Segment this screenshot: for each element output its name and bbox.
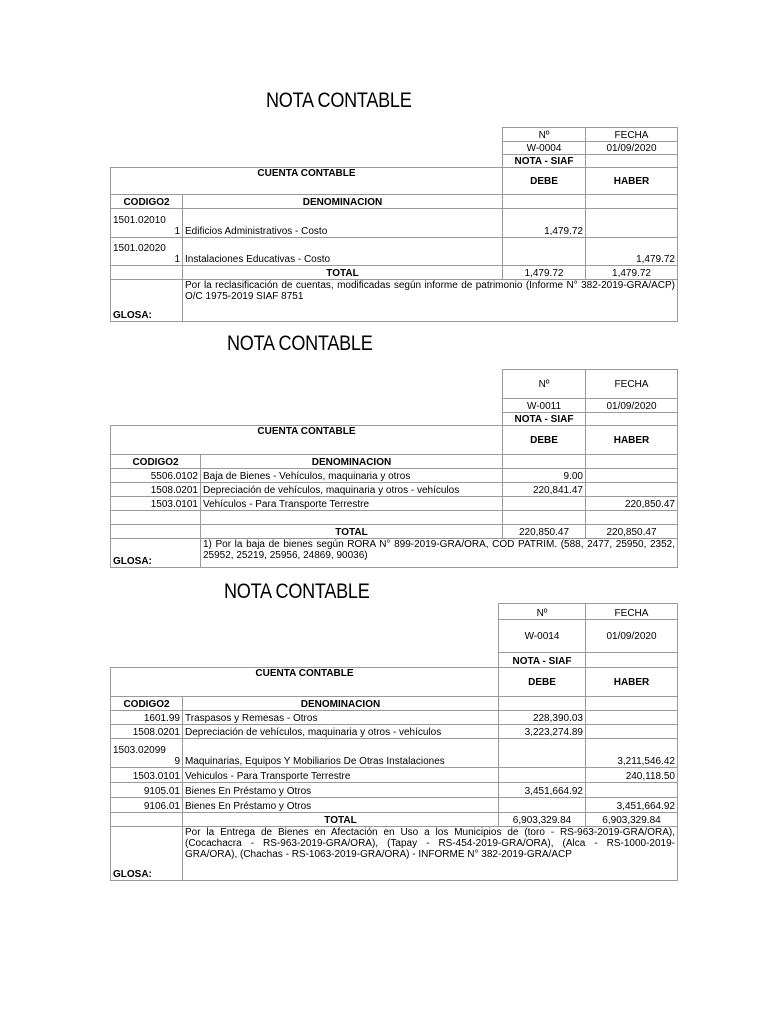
note-3-table bbox=[110, 603, 678, 881]
codigo-cell: 1501.02020 1 bbox=[111, 238, 183, 266]
debe-cell bbox=[499, 798, 586, 813]
debe-cell: 3,223,274.89 bbox=[499, 725, 586, 739]
cuenta-contable-header: CUENTA CONTABLE bbox=[111, 168, 503, 195]
codigo-cell: 9105.01 bbox=[111, 783, 183, 798]
total-debe: 220,850.47 bbox=[503, 525, 586, 539]
total-debe: 6,903,329.84 bbox=[499, 813, 586, 827]
denominacion-cell: Bienes En Préstamo y Otros bbox=[183, 798, 499, 813]
debe-cell: 220,841.47 bbox=[503, 483, 586, 497]
haber-cell: 3,451,664.92 bbox=[586, 798, 678, 813]
denominacion-cell: Instalaciones Educativas - Costo bbox=[183, 238, 503, 266]
haber-header: HABER bbox=[586, 426, 678, 455]
codigo-header: CODIGO2 bbox=[111, 455, 201, 469]
codigo-cell: 1503.0101 bbox=[111, 497, 201, 511]
table-row bbox=[111, 725, 678, 739]
nota-number: W-0004 bbox=[503, 142, 586, 155]
codigo-cell: 1503.0101 bbox=[111, 768, 183, 783]
haber-header: HABER bbox=[586, 668, 678, 697]
debe-header: DEBE bbox=[503, 168, 586, 195]
total-haber: 220,850.47 bbox=[586, 525, 678, 539]
note-2-title: NOTA CONTABLE bbox=[227, 332, 373, 355]
debe-cell bbox=[503, 238, 586, 266]
table-row bbox=[111, 497, 678, 511]
denominacion-cell: Traspasos y Remesas - Otros bbox=[183, 711, 499, 725]
cuenta-contable-header: CUENTA CONTABLE bbox=[111, 426, 503, 455]
haber-cell bbox=[586, 783, 678, 798]
table-row bbox=[111, 483, 678, 497]
n-label: Nº bbox=[503, 370, 586, 399]
total-haber: 1,479.72 bbox=[586, 266, 678, 280]
note-1-table bbox=[110, 127, 678, 322]
codigo-cell: 9106.01 bbox=[111, 798, 183, 813]
codigo-header: CODIGO2 bbox=[111, 697, 183, 711]
table-row bbox=[111, 238, 678, 266]
glosa-text: 1) Por la baja de bienes según RORA N° 899-2019-GRA/ORA, COD PATRIM. (588, 2477, 25950, 2352, 25952, 25219, 25956, 24869, 90036) bbox=[201, 539, 678, 568]
haber-header: HABER bbox=[586, 168, 678, 195]
haber-cell bbox=[586, 711, 678, 725]
haber-cell bbox=[586, 483, 678, 497]
haber-cell: 220,850.47 bbox=[586, 497, 678, 511]
glosa-label: GLOSA: bbox=[111, 280, 183, 322]
table-row bbox=[111, 798, 678, 813]
haber-cell bbox=[586, 469, 678, 483]
siaf-label: NOTA - SIAF bbox=[503, 155, 586, 168]
nota-date: 01/09/2020 bbox=[586, 620, 678, 653]
total-label: TOTAL bbox=[183, 813, 499, 827]
denominacion-cell: Depreciación de vehículos, maquinaria y otros - vehículos bbox=[201, 483, 503, 497]
note-3-title: NOTA CONTABLE bbox=[224, 580, 370, 603]
nota-date: 01/09/2020 bbox=[586, 399, 678, 413]
codigo-header: CODIGO2 bbox=[111, 195, 183, 209]
denominacion-cell: Depreciación de vehículos, maquinaria y otros - vehículos bbox=[183, 725, 499, 739]
table-row bbox=[111, 711, 678, 725]
haber-cell bbox=[586, 725, 678, 739]
note-2-table bbox=[110, 369, 678, 568]
denominacion-cell: Maquinarias, Equipos Y Mobiliarios De Otras Instalaciones bbox=[183, 739, 499, 768]
n-label: Nº bbox=[499, 604, 586, 620]
denominacion-header: DENOMINACION bbox=[183, 195, 503, 209]
codigo-cell: 1501.02010 1 bbox=[111, 209, 183, 238]
debe-cell bbox=[499, 739, 586, 768]
denominacion-header: DENOMINACION bbox=[201, 455, 503, 469]
table-row bbox=[111, 768, 678, 783]
codigo-cell: 5506.0102 bbox=[111, 469, 201, 483]
total-debe: 1,479.72 bbox=[503, 266, 586, 280]
total-label: TOTAL bbox=[201, 525, 503, 539]
glosa-label: GLOSA: bbox=[111, 539, 201, 568]
total-label: TOTAL bbox=[183, 266, 503, 280]
table-row bbox=[111, 783, 678, 798]
codigo-cell: 1601.99 bbox=[111, 711, 183, 725]
haber-cell: 1,479.72 bbox=[586, 238, 678, 266]
denominacion-cell: Bienes En Préstamo y Otros bbox=[183, 783, 499, 798]
haber-cell: 3,211,546.42 bbox=[586, 739, 678, 768]
glosa-label: GLOSA: bbox=[111, 827, 183, 881]
nota-date: 01/09/2020 bbox=[586, 142, 678, 155]
codigo-cell: 1508.0201 bbox=[111, 483, 201, 497]
debe-cell: 9.00 bbox=[503, 469, 586, 483]
table-row bbox=[111, 739, 678, 768]
denominacion-cell: Vehículos - Para Transporte Terrestre bbox=[201, 497, 503, 511]
cuenta-contable-header: CUENTA CONTABLE bbox=[111, 668, 499, 697]
debe-cell: 3,451,664.92 bbox=[499, 783, 586, 798]
glosa-text: Por la reclasificación de cuentas, modificadas según informe de patrimonio (Informe N° 382-2019-GRA/ACP) O/C 1975-2019 SIAF 8751 bbox=[183, 280, 678, 322]
codigo-cell: 1508.0201 bbox=[111, 725, 183, 739]
fecha-label: FECHA bbox=[586, 128, 678, 142]
debe-cell: 1,479.72 bbox=[503, 209, 586, 238]
debe-header: DEBE bbox=[499, 668, 586, 697]
debe-cell: 228,390.03 bbox=[499, 711, 586, 725]
haber-cell: 240,118.50 bbox=[586, 768, 678, 783]
denominacion-cell: Edificios Administrativos - Costo bbox=[183, 209, 503, 238]
codigo-cell: 1503.02099 9 bbox=[111, 739, 183, 768]
debe-cell bbox=[503, 497, 586, 511]
denominacion-cell: Vehiculos - Para Transporte Terrestre bbox=[183, 768, 499, 783]
fecha-label: FECHA bbox=[586, 370, 678, 399]
n-label: Nº bbox=[503, 128, 586, 142]
nota-number: W-0011 bbox=[503, 399, 586, 413]
denominacion-cell: Baja de Bienes - Vehículos, maquinaria y otros bbox=[201, 469, 503, 483]
debe-cell bbox=[499, 768, 586, 783]
siaf-label: NOTA - SIAF bbox=[503, 413, 586, 426]
denominacion-header: DENOMINACION bbox=[183, 697, 499, 711]
note-1-title: NOTA CONTABLE bbox=[266, 89, 412, 112]
siaf-label: NOTA - SIAF bbox=[499, 653, 586, 668]
table-row bbox=[111, 469, 678, 483]
debe-header: DEBE bbox=[503, 426, 586, 455]
total-haber: 6,903,329.84 bbox=[586, 813, 678, 827]
table-row bbox=[111, 209, 678, 238]
haber-cell bbox=[586, 209, 678, 238]
nota-number: W-0014 bbox=[499, 620, 586, 653]
fecha-label: FECHA bbox=[586, 604, 678, 620]
glosa-text: Por la Entrega de Bienes en Afectación en Uso a los Municipios de (toro - RS-963-2019-GRA/ORA), (Cocachacra - RS-963-2019-GRA/ORA), (Tapay - RS-454-2019-GRA/ORA), (Alca - RS-1000-2019-GRA/ORA), (Chachas - RS-1063-2019-GRA/ORA) - INFORME N° 382-2019-GRA/ACP bbox=[183, 827, 678, 881]
